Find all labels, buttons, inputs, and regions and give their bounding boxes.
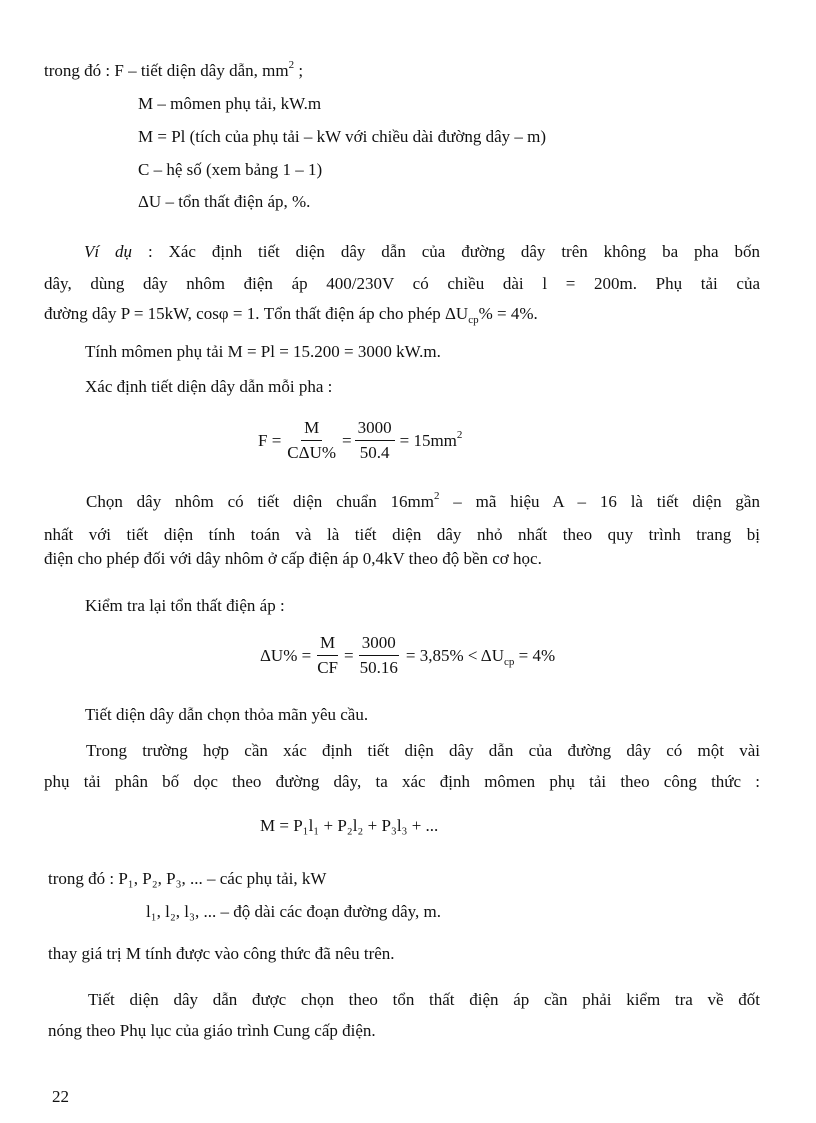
formula-cross-section: F = $\frac{M}{\text{CΔU\%}}$ = $\frac{3000}{50.4}$ = $15mm^2$ <box>258 418 463 462</box>
check-heading: Kiểm tra lại tổn thất điện áp : <box>85 596 285 615</box>
moment-calculation: Tính mômen phụ tải M = Pl = 15.200 = 3000 kW.m. <box>85 342 441 361</box>
example-line-3: đường dây P = 15kW, cosφ = 1. Tổn thất điện áp cho phép $\Delta U_{cp}\% = 4\%$. <box>44 304 538 326</box>
example-line-2: dây, dùng dây nhôm điện áp 400/230V có chiều dài l = 200m. Phụ tải của <box>44 274 760 293</box>
formula-moment-sum: M = P₁l₁ + P₂l₂ + P₃l₃ + ... <box>260 816 439 835</box>
case-line-1: Trong trường hợp cần xác định tiết diện dây dẫn của đường dây có một vài <box>86 741 760 760</box>
definition-lengths: l₁, l₂, l₃, ... – độ dài các đoạn đường dây, m. <box>146 902 442 921</box>
fraction-3000-over-50-16: $\frac{3000}{50.16}$ <box>359 633 398 677</box>
example-line-1: Ví dụ : Xác định tiết diện dây dẫn của đường dây trên không ba pha bốn <box>84 242 761 261</box>
choose-line-2: nhất với tiết diện tính toán và là tiết diện dây nhỏ nhất theo quy trình trang bị <box>44 525 760 544</box>
choose-line-3: điện cho phép đối với dây nhôm ở cấp điện áp 0,4kV theo độ bền cơ học. <box>44 549 542 568</box>
definition-loads: trong đó : P₁, P₂, P₃, ... – các phụ tải, kW <box>48 869 327 888</box>
fraction-m-over-cdu: $\frac{M}{\text{CΔU\%}}$ <box>287 418 337 462</box>
definition-line-du: ΔU – tổn thất điện áp, %. <box>138 192 311 211</box>
definition-line-f: trong đó : F – tiết diện dây dẫn, $mm^2$ ; <box>44 59 304 80</box>
fraction-m-over-cf: $\frac{M}{CF}$ <box>317 633 339 677</box>
definition-line-c: C – hệ số (xem bảng 1 – 1) <box>138 160 323 179</box>
final-line-1: Tiết diện dây dẫn được chọn theo tổn thất điện áp cần phải kiểm tra về đốt <box>88 990 760 1009</box>
definition-line-m-formula: M = Pl (tích của phụ tải – kW với chiều dài đường dây – m) <box>138 127 547 146</box>
section-heading: Xác định tiết diện dây dẫn mỗi pha : <box>85 377 333 396</box>
fraction-3000-over-50-4: $\frac{3000}{50.4}$ <box>355 418 395 463</box>
definition-line-m: M – mômen phụ tải, kW.m <box>138 94 322 113</box>
formula-voltage-loss: ΔU% = $\frac{M}{CF}$ = $\frac{3000}{50.16}$ = $3,85\% < \Delta U_{cp} = 4\%$ <box>260 633 556 677</box>
final-line-2: nóng theo Phụ lục của giáo trình Cung cấp điện. <box>48 1021 376 1040</box>
case-line-2: phụ tải phân bố dọc theo đường dây, ta xác định mômen phụ tải theo công thức : <box>44 772 760 791</box>
satisfy-line: Tiết diện dây dẫn chọn thỏa mãn yêu cầu. <box>85 705 369 724</box>
page-number: 22 <box>52 1087 69 1106</box>
substitute-line: thay giá trị M tính được vào công thức đã nêu trên. <box>48 944 395 963</box>
choose-line-1: Chọn dây nhôm có tiết diện chuẩn $16mm^2$ – mã hiệu A – 16 là tiết diện gần <box>86 490 760 511</box>
